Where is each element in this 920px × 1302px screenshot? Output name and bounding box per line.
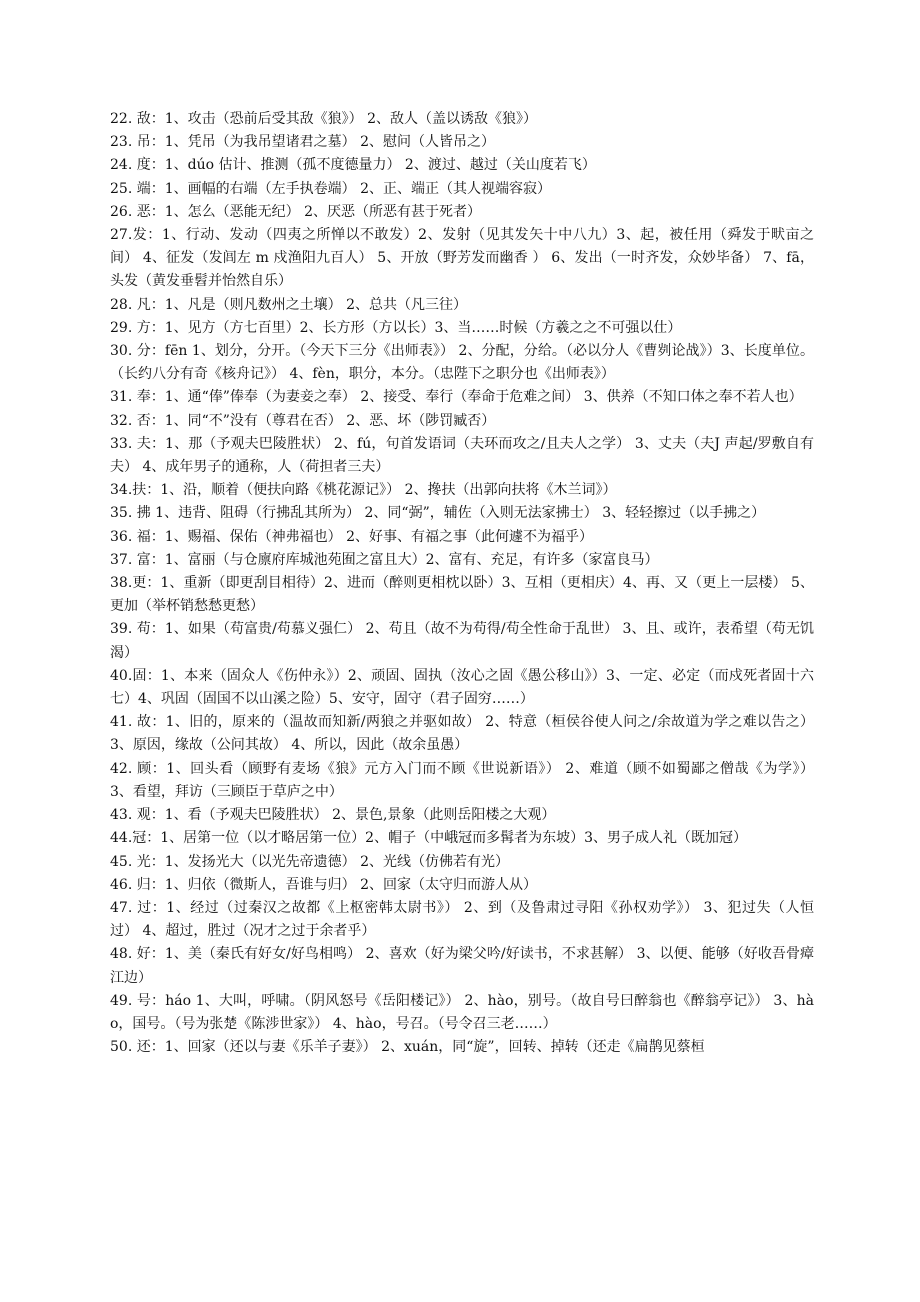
entry-33: 33. 夫：1、那（予观夫巴陵胜状） 2、fú，句首发语词（夫环而攻之/且夫人之学） 3、丈夫（夫J 声起/罗敷自有夫） 4、成年男子的通称，人（荷担者三夫） (110, 435, 814, 476)
document-page (110, 108, 814, 1059)
entry-36: 36. 福：1、赐福、保佑（神弗福也） 2、好事、有福之事（此何遽不为福乎） (110, 528, 593, 545)
entry-50: 50. 还：1、回家（还以与妻《乐羊子妻》） 2、xuán，同“旋”，回转、掉转（还走《扁鹊见蔡桓 (110, 1039, 705, 1056)
entry-32: 32. 否：1、同“不”没有（尊君在否） 2、恶、坏（陟罚臧否） (110, 412, 496, 429)
entry-47: 47. 过：1、经过（过秦汉之故都《上枢密韩太尉书》） 2、到（及鲁肃过寻阳《孙权劝学》） 3、犯过失（人恒过） 4、超过，胜过（况才之过于余者乎） (110, 899, 814, 940)
entry-44: 44.冠：1、居第一位（以才略居第一位）2、帽子（中峨冠而多髯者为东坡）3、男子成人礼（既加冠） (110, 830, 747, 847)
entry-46: 46. 归：1、归依（微斯人，吾谁与归） 2、回家（太守归而游人从） (110, 876, 537, 893)
entry-45: 45. 光：1、发扬光大（以光先帝遗德） 2、光线（仿佛若有光） (110, 853, 509, 870)
entry-27: 27.发：1、行动、发动（四夷之所惮以不敢发）2、发射（见其发矢十中八九）3、起，被任用（舜发于畎亩之间） 4、征发（发闾左 m 戍渔阳九百人） 5、开放（野芳发而幽香 ） 6、发出（一时齐发，众妙毕备） 7、fā，头发（黄发垂髫并怡然自乐） (110, 227, 814, 290)
entry-25: 25. 端：1、画幅的右端（左手执卷端） 2、正、端正（其人视端容寂） (110, 180, 551, 197)
entry-24: 24. 度：1、dúo 估计、推测（孤不度德量力） 2、渡过、越过（关山度若飞） (110, 157, 596, 174)
entry-42: 42. 顾：1、回头看（顾野有麦场《狼》元方入门而不顾《世说新语》） 2、难道（顾不如蜀鄙之僧哉《为学》） 3、看望，拜访（三顾臣于草庐之中） (110, 760, 814, 800)
entry-23: 23. 吊：1、凭吊（为我吊望诸君之墓） 2、慰问（人皆吊之） (110, 134, 495, 151)
entry-22: 22. 敌：1、攻击（恐前后受其敌《狼》） 2、敌人（盖以诱敌《狼》） (110, 111, 537, 127)
entry-43: 43. 观：1、看（予观夫巴陵胜状） 2、景色,景象（此则岳阳楼之大观） (110, 807, 556, 824)
entry-41: 41. 故：1、旧的，原来的（温故而知新/两狼之并驱如故） 2、特意（桓侯谷使人问之/余故道为学之难以告之） 3、原因，缘故（公问其故） 4、所以，因此（故余虽愚） (110, 714, 814, 754)
entry-34: 34.扶：1、沿，顺着（便扶向路《桃花源记》） 2、搀扶（出郭向扶将《木兰词》） (110, 482, 617, 499)
entry-35: 35. 拂 1、违背、阻碍（行拂乱其所为） 2、同“弼”，辅佐（入则无法家拂士） 3、轻轻擦过（以手拂之） (110, 505, 766, 522)
entry-40: 40.固：1、本来（固众人《伤仲永》）2、顽固、固执（汝心之固《愚公移山》）3、一定、必定（而戍死者固十六七）4、巩固（固国不以山溪之险）5、安守，固守（君子固穷……） (110, 667, 814, 708)
entry-39: 39. 苟：1、如果（苟富贵/苟慕义强仁） 2、苟且（故不为苟得/苟全性命于乱世） 3、且、或许，表希望（苟无饥渴） (110, 621, 814, 661)
entry-37: 37. 富：1、富丽（与仓廪府库城池苑囿之富且大）2、富有、充足，有许多（家富良马） (110, 551, 659, 568)
entry-29: 29. 方：1、见方（方七百里）2、长方形（方以长）3、当……时候（方羲之之不可强以仕） (110, 319, 682, 336)
entry-38: 38.更：1、重新（即更刮目相待）2、进而（醉则更相枕以卧）3、互相（更相庆）4、再、又（更上一层楼） 5、更加（举杯销愁愁更愁） (110, 575, 814, 615)
entry-30: 30. 分：fēn 1、划分，分开。（今天下三分《出师表》） 2、分配，分给。（必以分人《曹刿论战》）3、长度单位。（长约八分有奇《核舟记》） 4、fèn，职分，本分。（忠陛下之职分也《出师表》） (110, 343, 814, 383)
entry-49: 49. 号：háo 1、大叫，呼啸。（阴风怒号《岳阳楼记》） 2、hào，别号。（故自号曰醉翁也《醉翁亭记》） 3、hào，国号。（号为张楚《陈涉世家》） 4、hào，号召。（号令召三老……） (110, 992, 814, 1032)
entry-28: 28. 凡：1、凡是（则凡数州之土壤） 2、总共（凡三往） (110, 296, 467, 313)
entry-26: 26. 恶：1、怎么（恶能无纪） 2、厌恶（所恶有甚于死者） (110, 203, 481, 220)
entry-31: 31. 奉：1、通“俸”俸奉（为妻妾之奉） 2、接受、奉行（奉命于危难之间） 3、供养（不知口体之奉不若人也） (110, 389, 803, 406)
entry-48: 48. 好：1、美（秦氏有好女/好鸟相鸣） 2、喜欢（好为梁父吟/好读书，不求甚解） 3、以便、能够（好收吾骨瘴江边） (110, 946, 814, 986)
